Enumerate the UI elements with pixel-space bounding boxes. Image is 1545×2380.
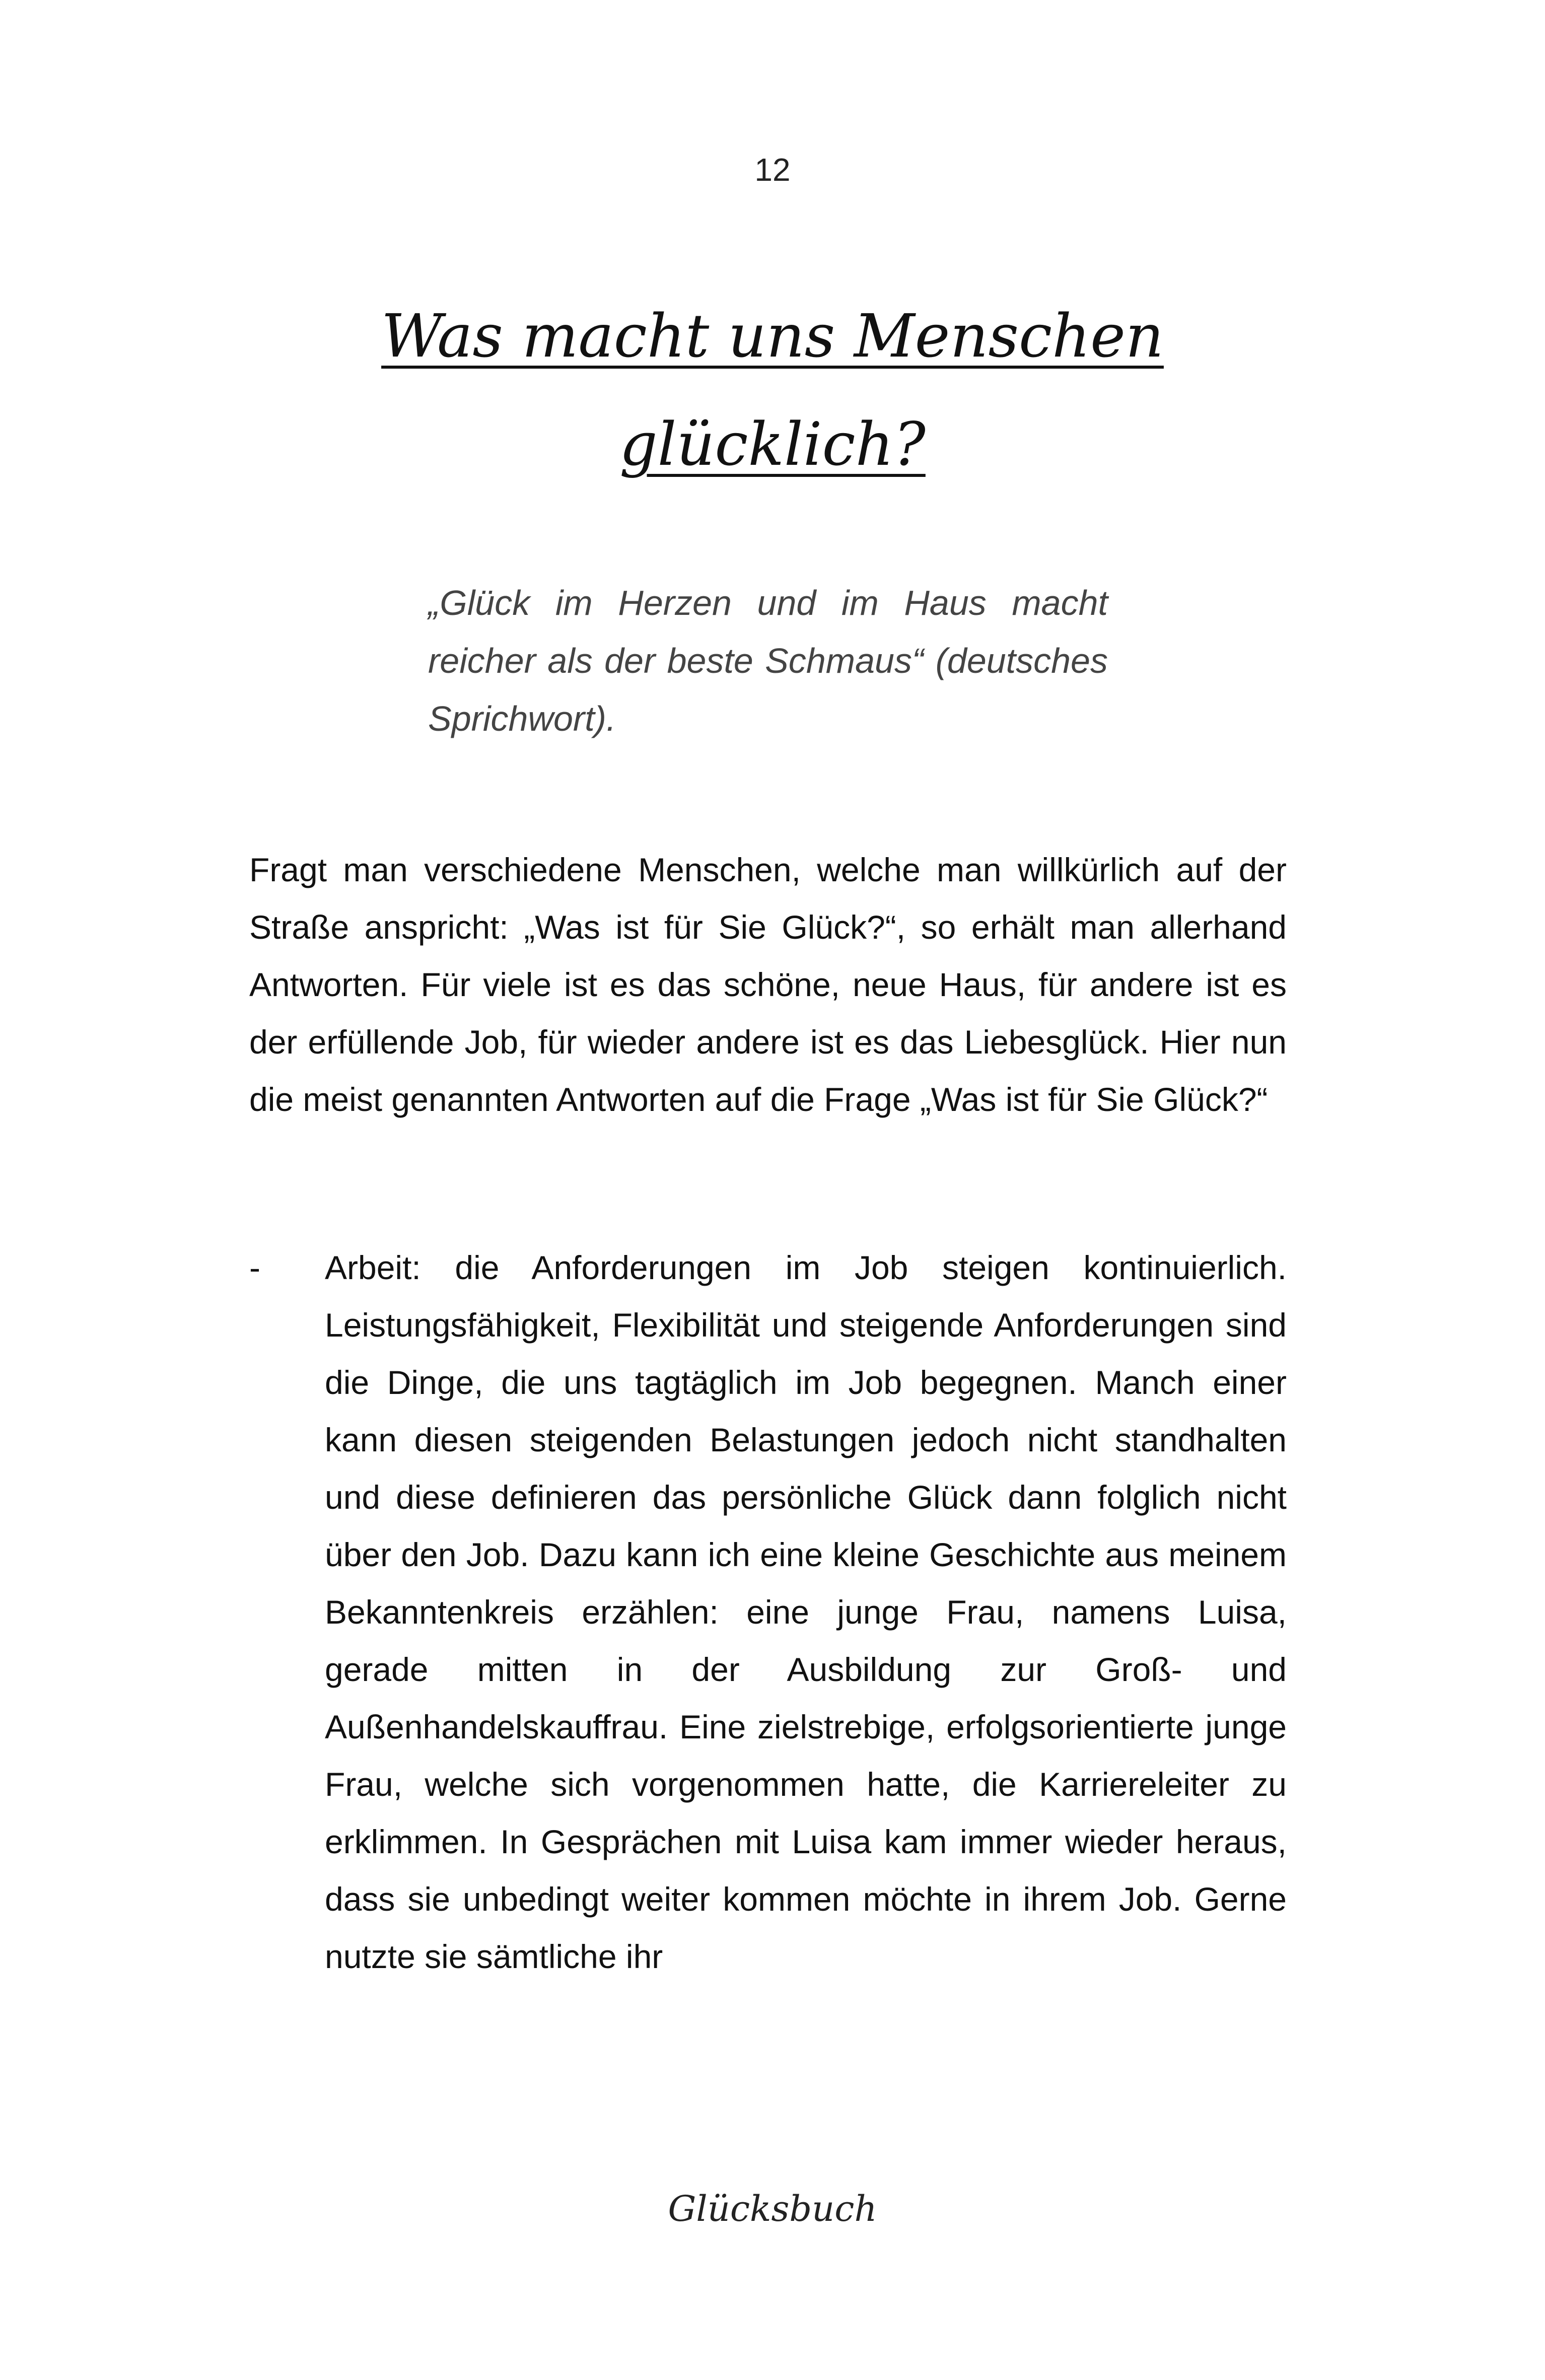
chapter-title-line-2: glücklich? bbox=[619, 409, 926, 479]
motto-quote: „Glück im Herzen und im Haus macht reicher als der beste Schmaus“ (deutsches Sprichwort). bbox=[428, 583, 1108, 738]
footer-book-title: Glücksbuch bbox=[668, 2188, 877, 2229]
page-number: 12 bbox=[754, 152, 791, 188]
list-item-text: Arbeit: die Anforderungen im Job steigen kontinuierlich. Leistungsfähigkeit, Flexibilität und steigende Anforderungen sind die Dinge, die uns tagtäglich im Job begegnen. Manch einer kann diesen steigenden Belastungen jedoch nicht standhalten und diese definieren das persönliche Glück dann folglich nicht über den Job. Dazu kann ich eine kleine Geschichte aus meinem Bekanntenkreis erzählen: eine junge Frau, namens Luisa, gerade mitten in der Ausbildung zur Groß- und Außenhandelskauffrau. Eine zielstrebige, erfolgsorientierte junge Frau, welche sich vorgenommen hatte, die Karriereleiter zu erklimmen. In Gesprächen mit Luisa kam immer wieder heraus, dass sie unbedingt weiter kommen möchte in ihrem Job. Gerne nutzte sie sämtliche ihr bbox=[325, 1249, 1287, 1975]
list-bullet: - bbox=[249, 1249, 260, 1286]
answer-list bbox=[249, 1239, 1287, 1985]
chapter-title-line-1: Was macht uns Menschen bbox=[381, 301, 1164, 371]
intro-paragraph: Fragt man verschiedene Menschen, welche man willkürlich auf der Straße anspricht: „Was ist für Sie Glück?“, so erhält man allerhand Antworten. Für viele ist es das schöne, neue Haus, für andere ist es der erfüllende Job, für wieder andere ist es das Liebesglück. Hier nun die meist genannten Antworten auf die Frage „Was ist für Sie Glück?“ bbox=[249, 851, 1287, 1118]
chapter-title bbox=[252, 282, 1293, 499]
list-item bbox=[249, 1239, 1287, 1985]
